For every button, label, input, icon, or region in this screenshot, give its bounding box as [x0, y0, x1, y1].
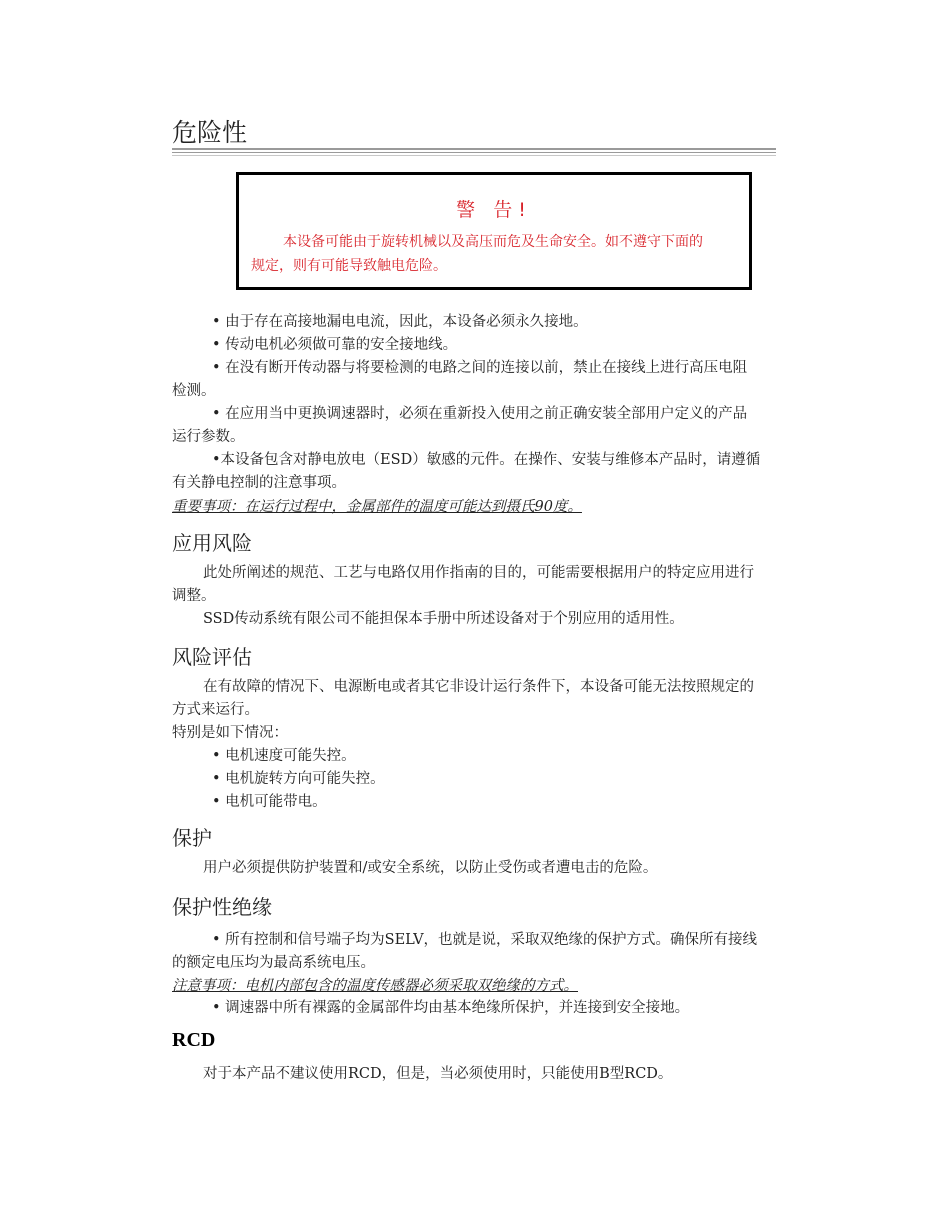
page-title: 危险性	[172, 118, 248, 147]
protection-para: 用户必须提供防护装置和/或安全系统，以防止受伤或者遭电击的危险。	[203, 860, 658, 876]
hazard-item-ground: • 由于存在高接地漏电电流，因此，本设备必须永久接地。	[212, 314, 588, 330]
hazard-item-replace-line2: 运行参数。	[172, 429, 245, 445]
title-rule-mid	[172, 152, 776, 153]
insulation-para1-line1: • 所有控制和信号端子均为SELV，也就是说，采取双绝缘的保护方式。确保所有接线	[212, 932, 758, 948]
risk-assessment-para1-line1: 在有故障的情况下、电源断电或者其它非设计运行条件下，本设备可能无法按照规定的	[203, 679, 754, 695]
hazard-item-esd-line1: •本设备包含对静电放电（ESD）敏感的元件。在操作、安装与维修本产品时，请遵循	[212, 452, 761, 468]
risk-assessment-para2: 特别是如下情况：	[172, 725, 288, 741]
hazard-item-esd-line2: 有关静电控制的注意事项。	[172, 475, 346, 491]
warning-box	[236, 172, 752, 290]
section-heading-risk-assessment: 风险评估	[172, 645, 252, 669]
warning-line-2: 规定，则有可能导致触电危险。	[251, 258, 447, 274]
warning-heading: 警 告!	[456, 199, 532, 221]
insulation-note: 注意事项：电机内部包含的温度传感器必须采取双绝缘的方式。	[172, 978, 578, 994]
important-note: 重要事项：在运行过程中，金属部件的温度可能达到摄氏90度。	[172, 499, 582, 515]
insulation-para1-line2: 的额定电压均为最高系统电压。	[172, 955, 375, 971]
risk-bullet-direction: • 电机旋转方向可能失控。	[212, 771, 385, 787]
section-heading-protection: 保护	[172, 826, 212, 850]
risk-assessment-para1-line2: 方式来运行。	[172, 702, 259, 718]
section-heading-rcd: RCD	[172, 1029, 216, 1051]
title-rule-thin	[172, 155, 776, 156]
risk-bullet-speed: • 电机速度可能失控。	[212, 748, 356, 764]
rcd-para: 对于本产品不建议使用RCD，但是，当必须使用时，只能使用B型RCD。	[203, 1066, 673, 1082]
hazard-item-hv-test-line1: • 在没有断开传动器与将要检测的电路之间的连接以前，禁止在接线上进行高压电阻	[212, 360, 748, 376]
application-risk-para1-line2: 调整。	[172, 588, 216, 604]
application-risk-para2: SSD传动系统有限公司不能担保本手册中所述设备对于个别应用的适用性。	[203, 611, 684, 627]
warning-line-1: 本设备可能由于旋转机械以及高压而危及生命安全。如不遵守下面的	[283, 234, 703, 250]
section-heading-insulation: 保护性绝缘	[172, 895, 272, 919]
hazard-item-hv-test-line2: 检测。	[172, 383, 216, 399]
application-risk-para1-line1: 此处所阐述的规范、工艺与电路仅用作指南的目的，可能需要根据用户的特定应用进行	[203, 565, 754, 581]
hazard-item-replace-line1: • 在应用当中更换调速器时，必须在重新投入使用之前正确安装全部用户定义的产品	[212, 406, 748, 422]
hazard-item-earth-wire: • 传动电机必须做可靠的安全接地线。	[212, 337, 458, 353]
section-heading-application-risk: 应用风险	[172, 531, 252, 555]
title-rule-thick	[172, 148, 776, 150]
risk-bullet-live: • 电机可能带电。	[212, 794, 327, 810]
insulation-bullet-metal-parts: • 调速器中所有裸露的金属部件均由基本绝缘所保护，并连接到安全接地。	[212, 1000, 690, 1016]
